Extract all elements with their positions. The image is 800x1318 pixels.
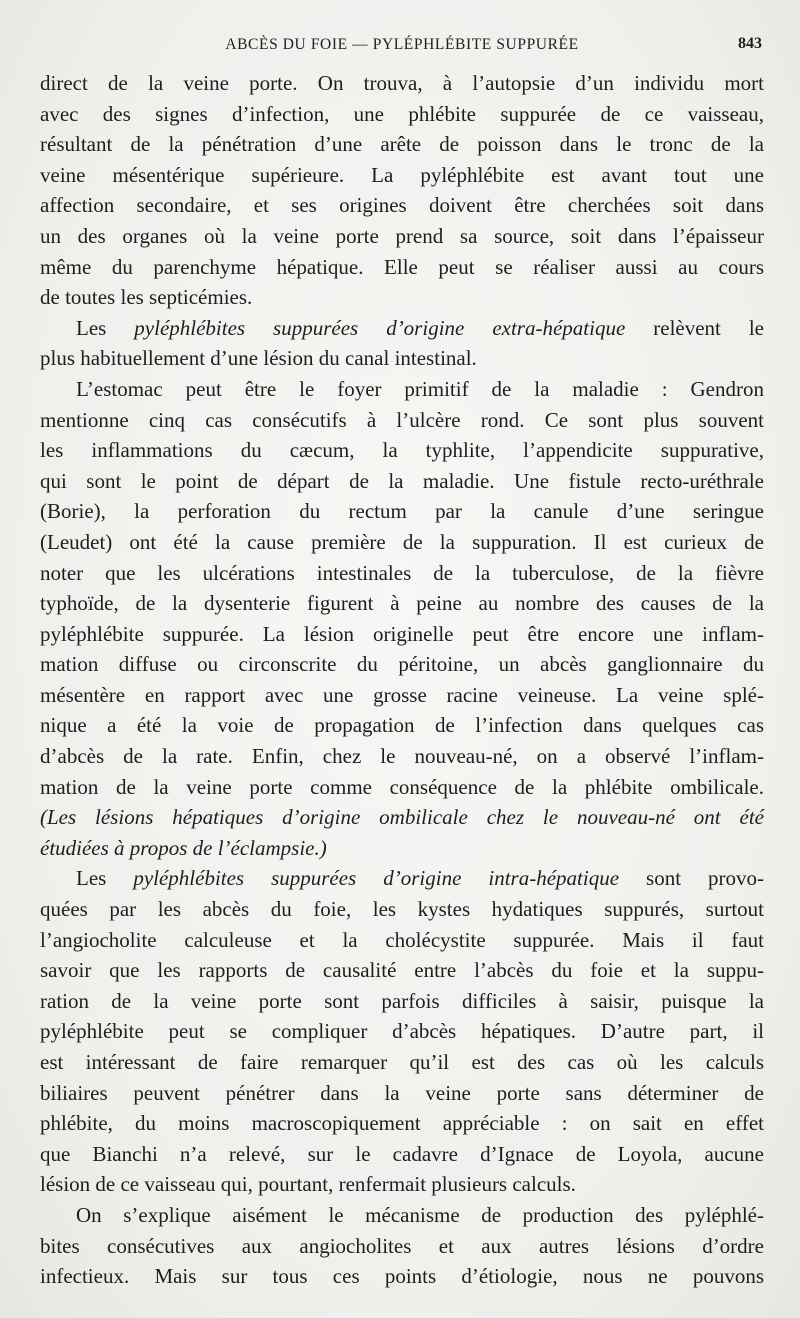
text-line: même du parenchyme hépatique. Elle peut se réaliser aussi au cours bbox=[40, 254, 764, 279]
text-line: savoir que les rapports de causalité entre l’abcès du foie et la suppu- bbox=[40, 958, 764, 983]
text-line: mésentère en rapport avec une grosse racine veineuse. La veine splé- bbox=[40, 682, 764, 707]
text-line: qui sont le point de départ de la maladie. Une fistule recto-uréthrale bbox=[40, 468, 764, 493]
text-line: ration de la veine porte sont parfois difficiles à saisir, puisque la bbox=[40, 988, 764, 1013]
text-line: lésion de ce vaisseau qui, pourtant, renfermait plusieurs calculs. bbox=[40, 1172, 576, 1197]
page-number: 843 bbox=[738, 35, 762, 52]
text-line: biliaires peuvent pénétrer dans la veine porte sans déterminer de bbox=[40, 1080, 764, 1105]
text-line: mentionne cinq cas consécutifs à l’ulcère rond. Ce sont plus souvent bbox=[40, 407, 764, 432]
text-line: étudiées à propos de l’éclampsie.) bbox=[40, 835, 327, 860]
text-line: direct de la veine porte. On trouva, à l’autopsie d’un individu mort bbox=[40, 71, 764, 95]
text-line: L’estomac peut être le foyer primitif de la maladie : Gendron bbox=[76, 376, 764, 401]
text-line: avec des signes d’infection, une phlébite suppurée de ce vaisseau, bbox=[40, 101, 764, 126]
text-line: pyléphlébite suppurée. La lésion originelle peut être encore une inflam- bbox=[40, 621, 764, 646]
text-line: infectieux. Mais sur tous ces points d’étiologie, nous ne pouvons bbox=[40, 1264, 764, 1289]
text-line: l’angiocholite calculeuse et la cholécystite suppurée. Mais il faut bbox=[40, 927, 764, 952]
text-line: noter que les ulcérations intestinales de la tuberculose, de la fièvre bbox=[40, 560, 764, 585]
text-line: veine mésentérique supérieure. La pyléphlébite est avant tout une bbox=[40, 162, 764, 187]
text-line: résultant de la pénétration d’une arête de poisson dans le tronc de la bbox=[40, 132, 764, 157]
text-line: phlébite, du moins macroscopiquement appréciable : on sait en effet bbox=[40, 1111, 764, 1136]
text-line: Les pyléphlébites suppurées d’origine intra-hépatique sont provo- bbox=[76, 866, 764, 891]
text-line: Les pyléphlébites suppurées d’origine extra-hépatique relèvent le bbox=[76, 315, 765, 340]
running-title: ABCÈS DU FOIE — PYLÉPHLÉBITE SUPPURÉE bbox=[225, 36, 579, 53]
text-line: d’abcès de la rate. Enfin, chez le nouveau-né, on a observé l’inflam- bbox=[40, 744, 764, 769]
text-line: (Borie), la perforation du rectum par la canule d’une seringue bbox=[40, 499, 764, 524]
text-line: mation de la veine porte comme conséquence de la phlébite ombilicale. bbox=[40, 774, 764, 799]
text-line: mation diffuse ou circonscrite du péritoine, un abcès ganglionnaire du bbox=[40, 652, 764, 677]
text-line: affection secondaire, et ses origines doivent être cherchées soit dans bbox=[40, 193, 764, 218]
text-line: quées par les abcès du foie, les kystes hydatiques suppurés, surtout bbox=[40, 897, 764, 922]
text-line: typhoïde, de la dysenterie figurent à peine au nombre des causes de la bbox=[40, 591, 764, 616]
text-line: bites consécutives aux angiocholites et aux autres lésions d’ordre bbox=[40, 1233, 764, 1258]
page-body bbox=[40, 68, 764, 1292]
text-line: pyléphlébite peut se compliquer d’abcès hépatiques. D’autre part, il bbox=[40, 1019, 764, 1044]
text-line: On s’explique aisément le mécanisme de production des pyléphlé- bbox=[76, 1202, 764, 1227]
text-line: nique a été la voie de propagation de l’infection dans quelques cas bbox=[40, 713, 764, 738]
text-line: plus habituellement d’une lésion du canal intestinal. bbox=[40, 346, 477, 371]
text-line: (Les lésions hépatiques d’origine ombilicale chez le nouveau-né ont été bbox=[40, 805, 764, 830]
text-line: (Leudet) ont été la cause première de la suppuration. Il est curieux de bbox=[40, 529, 764, 554]
text-line: que Bianchi n’a relevé, sur le cadavre d’Ignace de Loyola, aucune bbox=[40, 1141, 764, 1166]
text-line: de toutes les septicémies. bbox=[40, 285, 253, 310]
text-line: un des organes où la veine porte prend sa source, soit dans l’épaisseur bbox=[40, 223, 764, 248]
text-line: est intéressant de faire remarquer qu’il est des cas où les calculs bbox=[40, 1050, 764, 1074]
page-header bbox=[40, 30, 764, 60]
text-line: les inflammations du cæcum, la typhlite, l’appendicite suppurative, bbox=[40, 438, 764, 463]
